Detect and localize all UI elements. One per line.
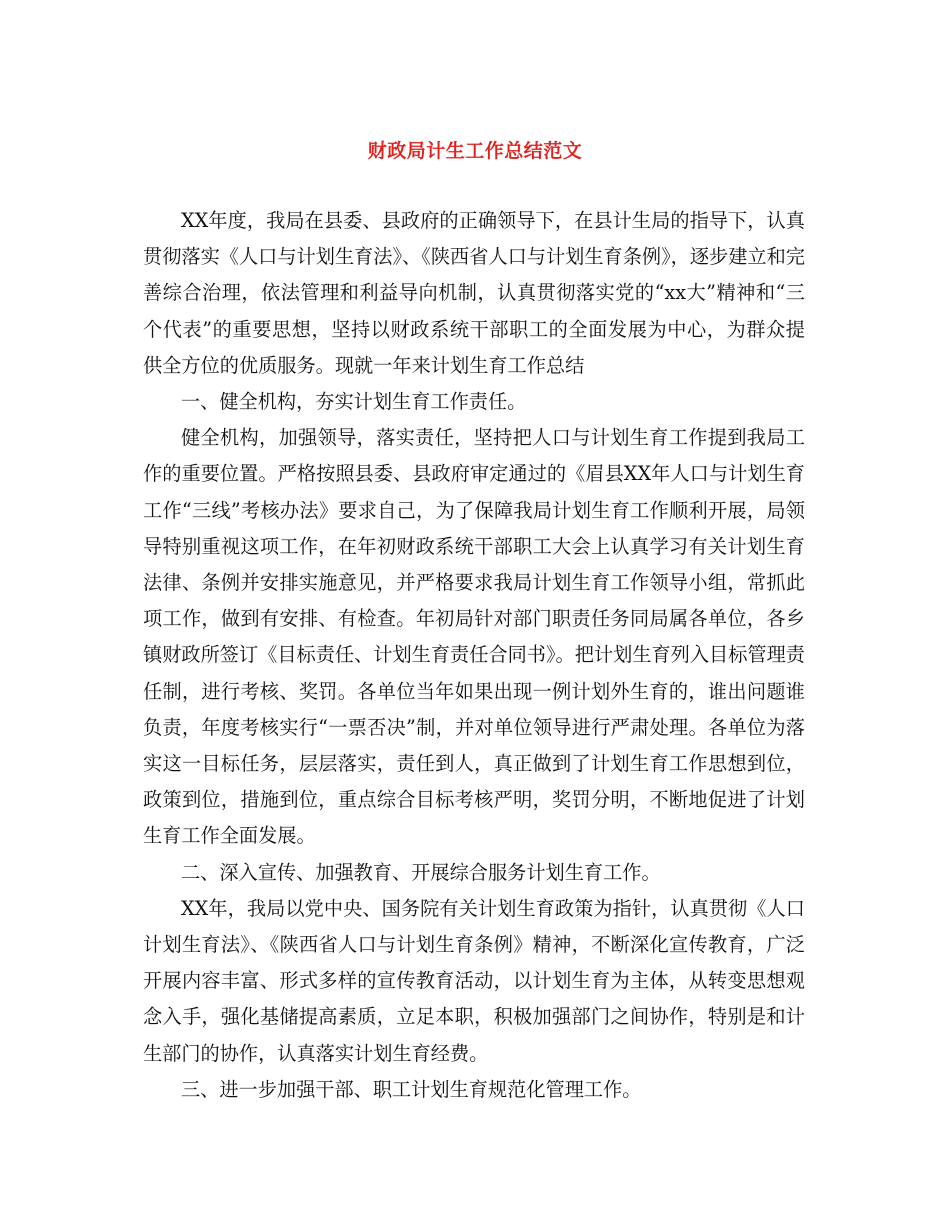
paragraph-intro: XX年度，我局在县委、县政府的正确领导下，在县计生局的指导下，认真贯彻落实《人口与计划生育法》、《陕西省人口与计划生育条例》，逐步建立和完善综合治理，依法管理和利益导向机制，认真贯彻落实党的“xx大”精神和“三个代表”的重要思想，坚持以财政系统干部职工的全面发展为中心，为群众提供全方位的优质服务。现就一年来计划生育工作总结	[143, 209, 805, 377]
document-title: 财政局计生工作总结范文	[367, 140, 583, 162]
document-body	[143, 203, 805, 1108]
section-heading-1: 一、健全机构，夯实计划生育工作责任。	[181, 390, 527, 414]
paragraph-section-1: 健全机构，加强领导，落实责任，坚持把人口与计划生育工作提到我局工作的重要位置。严格按照县委、县政府审定通过的《眉县XX年人口与计划生育工作“三线”考核办法》要求自己，为了保障我局计划生育工作顺利开展，局领导特别重视这项工作，在年初财政系统干部职工大会上认真学习有关计划生育法律、条例并安排实施意见，并严格要求我局计划生育工作领导小组，常抓此项工作，做到有安排、有检查。年初局针对部门职责任务同局属各单位，各乡镇财政所签订《目标责任、计划生育责任合同书》。把计划生育列入目标管理责任制，进行考核、奖罚。各单位当年如果出现一例计划外生育的，谁出问题谁负责，年度考核实行“一票否决”制，并对单位领导进行严肃处理。各单位为落实这一目标任务，层层落实，责任到人，真正做到了计划生育工作思想到位，政策到位，措施到位，重点综合目标考核严明，奖罚分明，不断地促进了计划生育工作全面发展。	[143, 426, 805, 848]
paragraph-section-2: XX年，我局以党中央、国务院有关计划生育政策为指针，认真贯彻《人口计划生育法》、《陕西省人口与计划生育条例》精神，不断深化宣传教育，广泛开展内容丰富、形式多样的宣传教育活动，以计划生育为主体，从转变思想观念入手，强化基储提高素质，立足本职，积极加强部门之间协作，特别是和计生部门的协作，认真落实计划生育经费。	[143, 896, 805, 1065]
section-heading-3: 三、进一步加强干部、职工计划生育规范化管理工作。	[181, 1077, 642, 1101]
section-heading-2: 二、深入宣传、加强教育、开展综合服务计划生育工作。	[181, 860, 661, 884]
